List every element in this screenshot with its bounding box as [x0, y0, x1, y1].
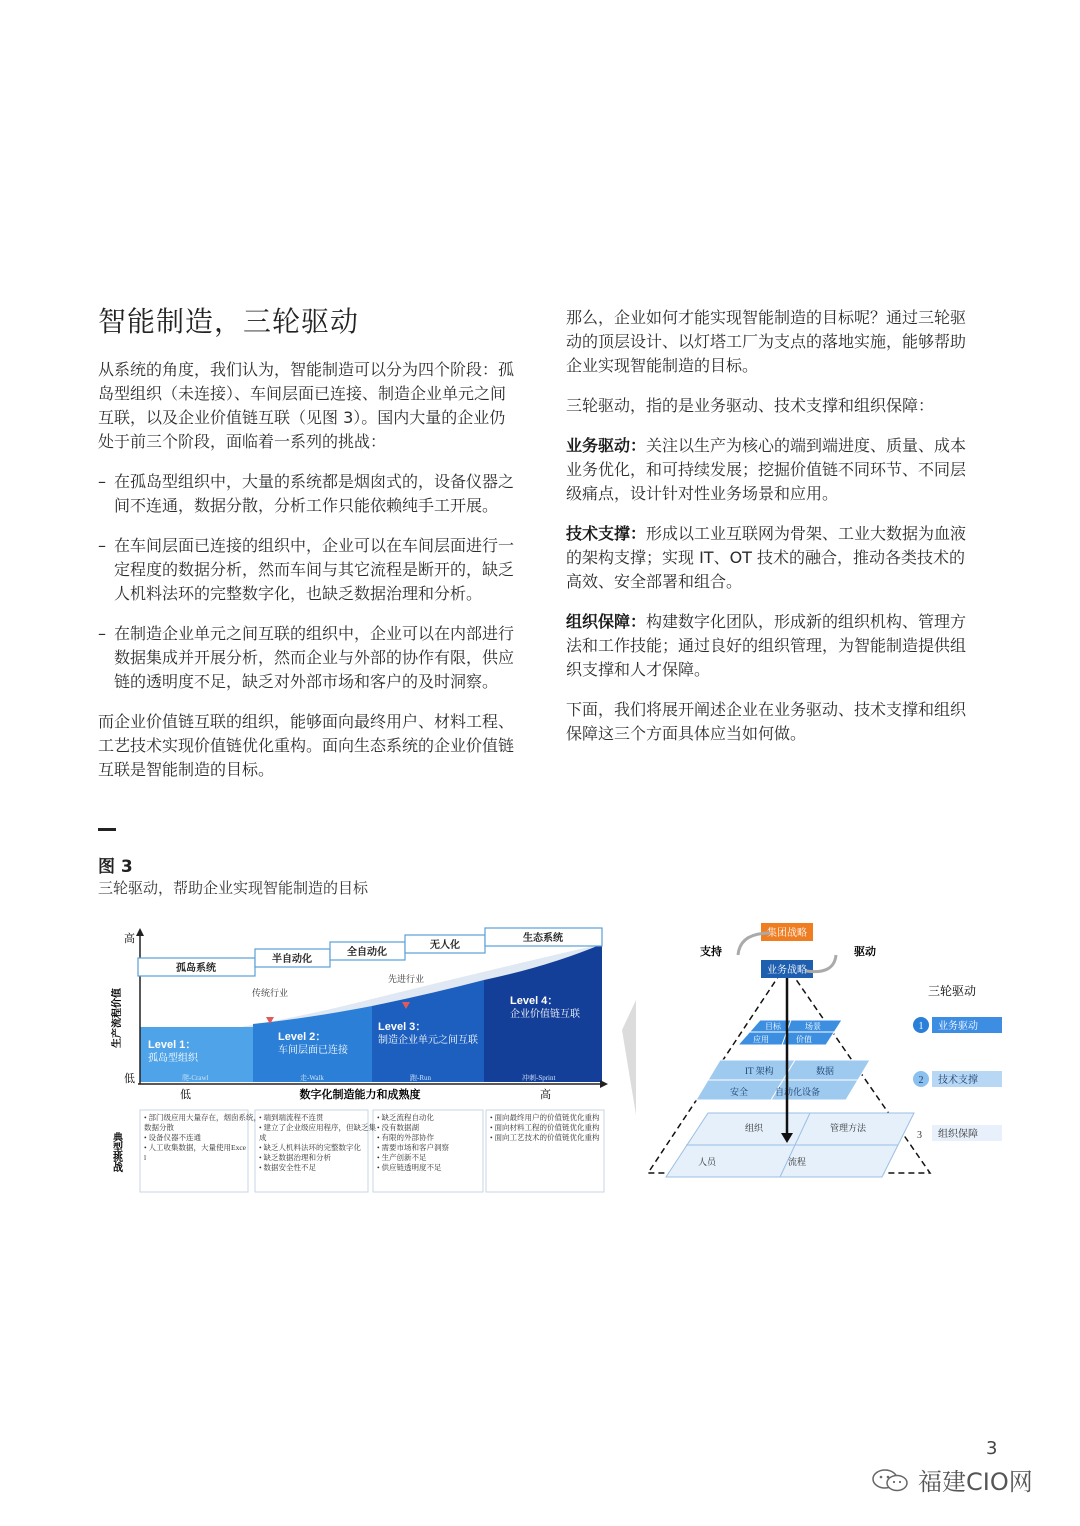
closing-paragraph: 而企业价值链互联的组织，能够面向最终用户、材料工程、工艺技术实现价值链优化重构。面向生态系统的企业价值链互联是智能制造的目标。 — [98, 712, 515, 779]
org-guarantee-paragraph — [566, 610, 978, 682]
business-strategy-label: 业务战略 — [767, 965, 807, 976]
business-drive-key: 业务驱动： — [566, 436, 647, 455]
challenge-item: • 需要市场和客户洞察 — [377, 1143, 450, 1152]
bullet-item: – 在孤岛型组织中，大量的系统都是烟囱式的，设备仪器之间不连通，数据分散，分析工作只能依赖纯手工开展。 — [98, 470, 518, 518]
level-3-name: 制造企业单元之间互联 — [378, 1035, 478, 1046]
layer1-app: 应用 — [753, 1035, 769, 1044]
legend-num-1: 1 — [918, 1021, 924, 1032]
challenge-item: • 端到端流程不连贯 — [259, 1113, 324, 1122]
level-1-phase: 爬-Crawl — [182, 1074, 209, 1082]
right-paragraph-6: 下面，我们将展开阐述企业在业务驱动、技术支撑和组织保障这三个方面具体应当如何做。 — [566, 700, 967, 743]
level-3-phase: 跑-Run — [410, 1074, 431, 1082]
challenge-item: • 缺乏流程自动化 — [377, 1113, 435, 1122]
support-label: 支持 — [700, 946, 722, 958]
challenge-item: • 面向工艺技术的价值链优化重构 — [490, 1133, 600, 1142]
level-2-title: Level 2： — [278, 1031, 327, 1043]
challenge-label: 典型挑战 — [110, 1132, 122, 1172]
layer1-value: 价值 — [796, 1035, 812, 1044]
challenge-item: • 生产创新不足 — [377, 1153, 427, 1162]
traditional-industry-label: 传统行业 — [251, 988, 289, 998]
challenge-item: • 建立了企业级应用程序，但缺乏集 — [259, 1123, 376, 1132]
legend-num-2: 2 — [918, 1075, 924, 1086]
level-1-name: 孤岛型组织 — [148, 1053, 198, 1064]
layer1-scene: 场景 — [805, 1022, 821, 1031]
challenge-item: 成 — [259, 1133, 267, 1142]
legend-label-2: 技术支撑 — [938, 1075, 978, 1086]
challenge-item: • 部门级应用大量存在，烟囱系统， — [144, 1113, 261, 1122]
left-column — [98, 300, 518, 798]
section-title: 智能制造，三轮驱动 — [98, 305, 360, 338]
challenge-item: • 缺乏数据治理和分析 — [259, 1153, 332, 1162]
legend-title: 三轮驱动 — [928, 984, 977, 998]
level-2-phase: 走-Walk — [300, 1074, 324, 1082]
challenge-item: • 数据安全性不足 — [259, 1163, 317, 1172]
challenge-item: • 缺乏人机料法环的完整数字化 — [259, 1143, 361, 1152]
level-1-title: Level 1： — [148, 1039, 197, 1051]
step-label-2: 半自动化 — [272, 954, 312, 965]
challenge-item: • 供应链透明度不足 — [377, 1163, 442, 1172]
y-high-label: 高 — [124, 933, 135, 945]
layer1-target: 目标 — [765, 1022, 781, 1031]
step-label-4: 无人化 — [430, 940, 460, 951]
layer3-mgmt: 管理方法 — [830, 1123, 867, 1133]
challenge-item: • 人工收集数据，大量使用Exce — [144, 1143, 246, 1152]
wechat-icon — [870, 1467, 910, 1493]
level-4-phase: 冲刺-Sprint — [522, 1074, 556, 1082]
business-drive-text: 关注以生产为核心的端到端进度、质量、成本业务优化，和可持续发展；挖掘价值链不同环节、不同层级痛点，设计针对性业务场景和应用。 — [566, 436, 967, 503]
legend-num-3: 3 — [917, 1130, 922, 1141]
org-guarantee-text: 构建数字化团队，形成新的组织机构、管理方法和工作技能；通过良好的组织管理，为智能制造提供组织支撑和人才保障。 — [566, 612, 967, 679]
business-drive-paragraph — [566, 434, 978, 506]
level-4-name: 企业价值链互联 — [510, 1009, 580, 1020]
bullet-item: – 在车间层面已连接的组织中，企业可以在车间层面进行一定程度的数据分析，然而车间与其它流程是断开的，缺乏人机料法环的完整数字化，也缺乏数据治理和分析。 — [98, 534, 518, 606]
right-paragraph-1: 那么，企业如何才能实现智能制造的目标呢？通过三轮驱动的顶层设计、以灯塔工厂为支点的落地实施，能够帮助企业实现智能制造的目标。 — [566, 308, 967, 375]
challenge-item: • 没有数据湖 — [377, 1123, 420, 1132]
challenge-item: • 面向材料工程的价值链优化重构 — [490, 1123, 600, 1132]
layer2-it: IT 架构 — [745, 1066, 774, 1076]
advanced-industry-label: 先进行业 — [387, 974, 425, 984]
pyramid-diagram — [620, 915, 1010, 1185]
watermark-text: 福建CIO网 — [918, 1468, 1033, 1496]
legend-label-1: 业务驱动 — [938, 1021, 978, 1032]
org-guarantee-key: 组织保障： — [566, 612, 647, 631]
right-paragraph-2: 三轮驱动，指的是业务驱动、技术支撑和组织保障： — [566, 396, 935, 415]
y-axis-label: 生产流程价值 — [112, 988, 123, 1048]
legend-label-3: 组织保障 — [938, 1129, 978, 1140]
figure-label: 图 3 — [98, 857, 133, 877]
layer3-org: 组织 — [745, 1123, 764, 1133]
page-number: 3 — [986, 1438, 998, 1459]
level-4-title: Level 4： — [510, 995, 559, 1007]
watermark — [870, 1462, 1033, 1497]
x-axis-label: 数字化制造能力和成熟度 — [299, 1089, 421, 1101]
drive-label: 驱动 — [854, 946, 876, 958]
layer2-security: 安全 — [730, 1087, 749, 1097]
group-strategy-label: 集团战略 — [767, 928, 807, 939]
x-high-label: 高 — [540, 1089, 551, 1101]
x-low-label: 低 — [180, 1089, 191, 1101]
y-low-label: 低 — [124, 1073, 135, 1085]
tech-support-text: 形成以工业互联网为骨架、工业大数据为血液的架构支撑；实现 IT、OT 技术的融合，推动各类技术的高效、安全部署和组合。 — [566, 524, 967, 591]
challenge-item: • 面向最终用户的价值链优化重构 — [490, 1113, 600, 1122]
challenge-item: 数据分散 — [144, 1123, 174, 1132]
level-2-name: 车间层面已连接 — [278, 1045, 348, 1056]
step-label-5: 生态系统 — [523, 933, 563, 944]
bullet-item: – 在制造企业单元之间互联的组织中，企业可以在内部进行数据集成并开展分析，然而企业与外部的协作有限，供应链的透明度不足，缺乏对外部市场和客户的及时洞察。 — [98, 622, 518, 694]
level-3-title: Level 3： — [378, 1021, 427, 1033]
tech-support-paragraph — [566, 522, 978, 594]
layer3-process: 流程 — [788, 1157, 807, 1167]
step-label-1: 孤岛系统 — [176, 963, 216, 974]
figure-caption: 三轮驱动，帮助企业实现智能制造的目标 — [98, 879, 369, 897]
layer2-automation: 自动化设备 — [775, 1087, 821, 1097]
challenge-item: • 设备仪器不连通 — [144, 1133, 202, 1142]
right-column — [566, 306, 978, 762]
challenge-item: l — [144, 1153, 147, 1162]
layer3-people: 人员 — [698, 1157, 717, 1167]
challenge-item: • 有限的外部协作 — [377, 1133, 435, 1142]
intro-paragraph: 从系统的角度，我们认为，智能制造可以分为四个阶段：孤岛型组织（未连接）、车间层面已连接、制造企业单元之间互联，以及企业价值链互联（见图 3）。国内大量的企业仍处于前三个阶段，面临着一系列的挑战： — [98, 360, 515, 451]
tech-support-key: 技术支撑： — [566, 524, 647, 543]
step-label-3: 全自动化 — [347, 947, 387, 958]
figure-rule — [98, 828, 116, 831]
layer2-data: 数据 — [816, 1066, 835, 1076]
maturity-diagram — [110, 922, 610, 1202]
